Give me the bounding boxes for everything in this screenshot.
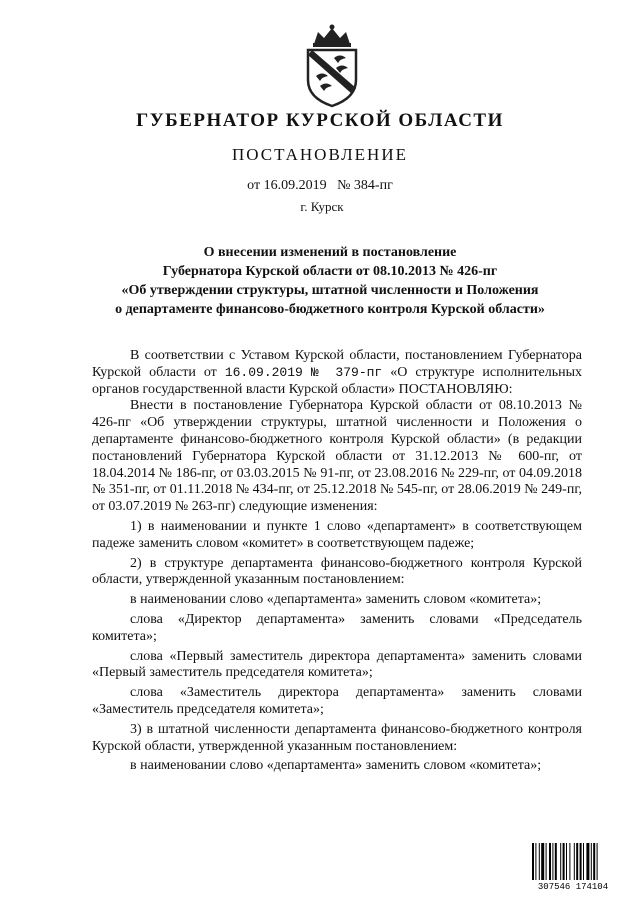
title-line: О внесении изменений в постановление [203, 245, 457, 260]
preamble-number: № 379-пг [310, 364, 383, 380]
body-paragraph: слова «Заместитель директора департамента» заменить словами «Заместитель председателя комитета»; [92, 685, 582, 717]
barcode-bar [580, 843, 582, 880]
barcode-bar [576, 843, 578, 880]
document-title [60, 243, 600, 319]
body-paragraph: в наименовании слово «департамента» заменить словом «комитета»; [130, 592, 542, 608]
barcode-bar [586, 843, 589, 880]
body-paragraph: слова «Директор департамента» заменить словами «Председатель комитета»; [92, 611, 582, 644]
coat-of-arms-emblem [300, 22, 364, 108]
document-date: от 16.09.2019 [247, 178, 327, 193]
barcode-bar [535, 843, 536, 880]
issuer-title: ГУБЕРНАТОР КУРСКОЙ ОБЛАСТИ [136, 110, 504, 131]
body-paragraph: 3) в штатной численности департамента финансово-бюджетного контроля Курской области, утвержденной указанным постановлением: [92, 721, 582, 754]
barcode-bar [552, 843, 553, 880]
title-line: «Об утверждении структуры, штатной численности и Положения [121, 283, 539, 298]
barcode-bar [583, 843, 584, 880]
document-type: ПОСТАНОВЛЕНИЕ [231, 145, 408, 164]
barcode-bar [574, 843, 575, 880]
body-paragraph: 2) в структуре департамента финансово-бюджетного контроля Курской области, утвержденной указанным постановлением: [92, 555, 582, 588]
barcode-bar [566, 843, 567, 880]
barcode-bar [569, 843, 570, 880]
title-line: о департаменте финансово-бюджетного контроля Курской области» [115, 302, 545, 317]
barcode-bar [541, 843, 544, 880]
barcode-bar [593, 843, 595, 880]
document-body [92, 348, 582, 775]
body-paragraph: Внести в постановление Губернатора Курской области от 08.10.2013 № 426-пг «Об утверждении структуры, штатной численности и Положения о департаменте финансово-бюджетного контроля Курской области» (в редакции постановлений Губернатора Курской области от 31.12.2013 № 600-пг, от 18.04.2014 № 186-пг, от 03.03.2015 № 91-пг, от 23.08.2016 № 229-пг, от 04.09.2018 № 351-пг, от 01.11.2018 № 434-пг, от 25.12.2018 № 545-пг, от 28.06.2019 № 249-пг, от 03.07.2019 № 263-пг) следующие изменения: [92, 398, 582, 515]
barcode [530, 843, 616, 891]
barcode-bar [591, 843, 592, 880]
barcode-number: 307546 174104 [537, 882, 609, 891]
body-paragraph: слова «Первый заместитель директора департамента» заменить словами «Первый заместитель председателя комитета»; [92, 648, 582, 681]
body-paragraph: 1) в наименовании и пункте 1 слово «департамент» в соответствующем падеже заменить словом «комитет» в соответствующем падеже; [92, 518, 582, 551]
barcode-bar [546, 843, 547, 880]
preamble-date: 16.09.2019 [224, 364, 303, 380]
barcode-bar [597, 843, 598, 880]
preamble-paragraph: В соответствии с Уставом Курской области, постановлением Губернатора Курской области от 16.09.2019 № 379-пг «О структуре исполнительных органов государственной власти Курской области» ПОСТАНОВЛЯЮ: [92, 348, 583, 397]
date-line [0, 178, 640, 194]
barcode-bar [563, 843, 565, 880]
document-number: № 384-пг [337, 178, 393, 193]
barcode-bar [560, 843, 561, 880]
title-line: Губернатора Курской области от 08.10.2013 № 426-пг [162, 264, 498, 279]
document-city: г. Курск [300, 199, 344, 214]
barcode-bar [555, 843, 557, 880]
body-paragraph: в наименовании слово «департамента» заменить словом «комитета»; [130, 758, 542, 774]
barcode-bar [532, 843, 534, 880]
barcode-bar [539, 843, 540, 880]
barcode-bar [549, 843, 551, 880]
